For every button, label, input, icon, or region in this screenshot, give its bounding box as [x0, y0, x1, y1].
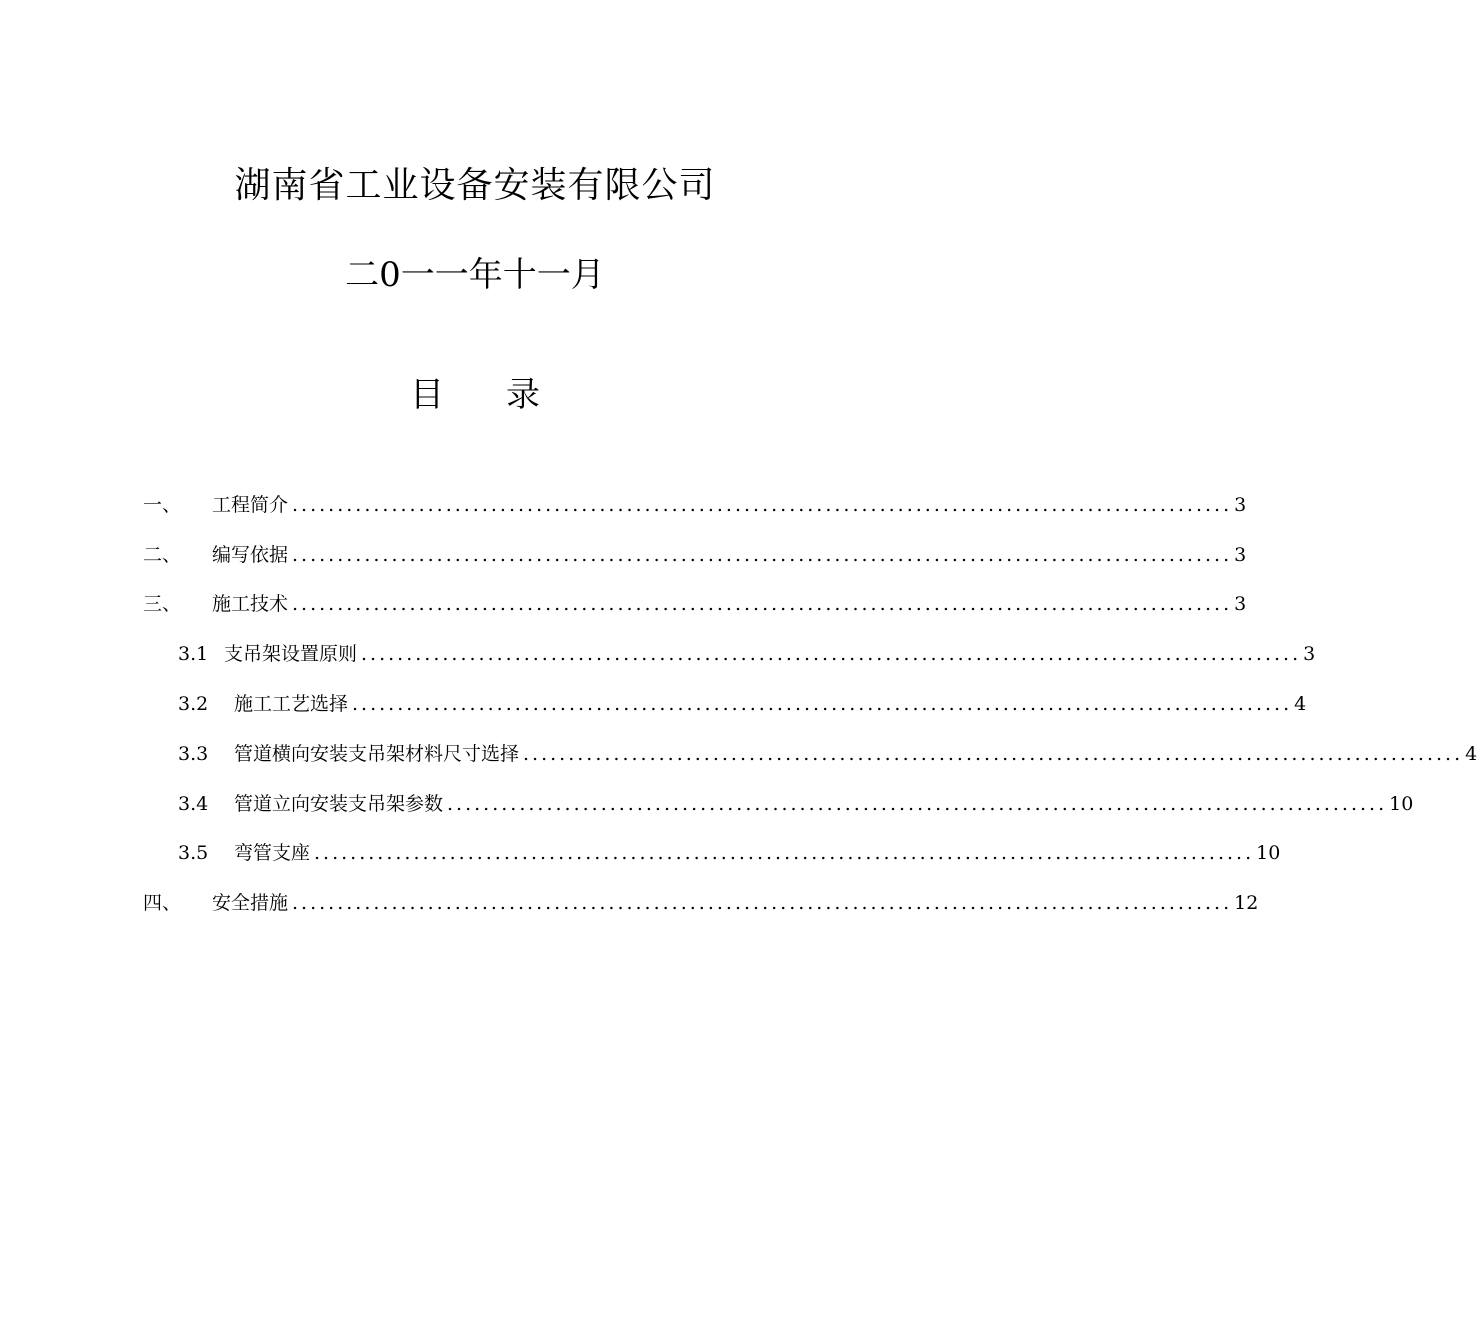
toc-entry-page: 4: [1465, 742, 1477, 765]
toc-entry-label: 管道横向安装支吊架材料尺寸选择: [234, 742, 520, 765]
toc-title-char-2: 录: [506, 375, 540, 415]
toc-entry-number: 三、: [143, 593, 182, 616]
toc-entry-label: 工程简介: [212, 493, 289, 516]
toc-dot-leader: ........................................................................................................: [292, 593, 1233, 616]
toc-entry-label: 施工技术: [212, 593, 289, 616]
toc-entry-label: 施工工艺选择: [234, 693, 349, 716]
toc-dot-leader: ........................................................................................................: [314, 842, 1255, 865]
toc-entry-project-overview[interactable]: [143, 480, 1247, 530]
toc-dot-leader: ........................................................................................................: [292, 493, 1233, 516]
toc-entry-number: 3.5: [178, 842, 209, 865]
toc-entry-page: 3: [1234, 593, 1247, 616]
toc-entry-number: 3.4: [178, 792, 209, 815]
toc-entry-page: 10: [1389, 792, 1414, 815]
toc-entry-3-5[interactable]: [143, 829, 1281, 879]
toc-entry-page: 4: [1294, 693, 1307, 716]
company-name: 湖南省工业设备安装有限公司: [234, 165, 716, 206]
toc-entry-number: 二、: [143, 543, 182, 566]
toc-entry-number: 3.1: [178, 643, 209, 666]
toc-entry-label: 弯管支座: [234, 842, 311, 865]
toc-dot-leader: ........................................................................................................: [352, 693, 1293, 716]
toc-title-char-1: 目: [410, 375, 444, 415]
toc-entry-number: 四、: [143, 892, 182, 915]
toc-dot-leader: ........................................................................................................: [523, 742, 1464, 765]
document-date: 二0一一年十一月: [345, 255, 605, 295]
toc-entry-label: 编写依据: [212, 543, 289, 566]
table-of-contents: [143, 480, 1477, 928]
toc-entry-safety-measures[interactable]: [143, 878, 1259, 928]
toc-dot-leader: ........................................................................................................: [361, 643, 1302, 666]
toc-entry-label: 支吊架设置原则: [224, 643, 358, 666]
toc-title: [0, 370, 950, 420]
toc-entry-basis[interactable]: [143, 530, 1247, 580]
toc-entry-3-4[interactable]: [143, 779, 1414, 829]
toc-dot-leader: ........................................................................................................: [447, 792, 1388, 815]
toc-dot-leader: ........................................................................................................: [292, 543, 1233, 566]
toc-entry-number: 一、: [143, 493, 182, 516]
toc-entry-number: 3.2: [178, 693, 209, 716]
toc-entry-page: 12: [1234, 892, 1259, 915]
toc-entry-3-3[interactable]: [143, 729, 1477, 779]
toc-entry-3-1[interactable]: [143, 629, 1316, 679]
toc-dot-leader: ........................................................................................................: [292, 892, 1233, 915]
toc-entry-3-2[interactable]: [143, 679, 1307, 729]
toc-entry-label: 管道立向安装支吊架参数: [234, 792, 444, 815]
toc-entry-number: 3.3: [178, 742, 209, 765]
toc-entry-page: 3: [1303, 643, 1316, 666]
toc-entry-page: 10: [1256, 842, 1281, 865]
toc-entry-label: 安全措施: [212, 892, 289, 915]
toc-entry-page: 3: [1234, 493, 1247, 516]
toc-entry-page: 3: [1234, 543, 1247, 566]
toc-entry-construction-technique[interactable]: [143, 580, 1247, 630]
